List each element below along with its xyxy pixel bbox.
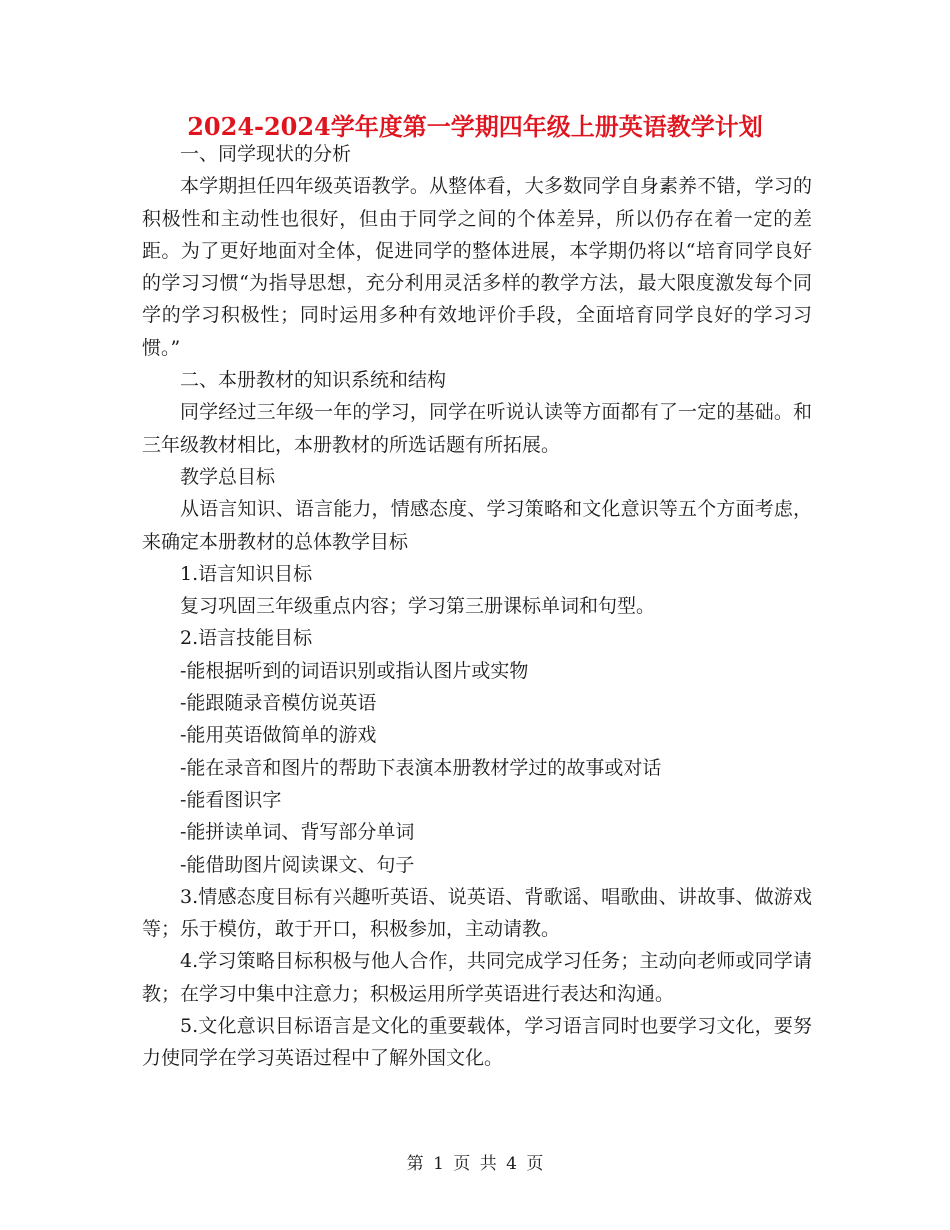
paragraph-learning-strategy-goals: 4.学习策略目标积极与他人合作，共同完成学习任务；主动向老师或同学请教；在学习中集中注意力；积极运用所学英语进行表达和沟通。 [142,950,812,1005]
paragraph-student-analysis: 本学期担任四年级英语教学。从整体看，大多数同学自身素养不错，学习的积极性和主动性也很好，但由于同学之间的个体差异，所以仍存在着一定的差距。为了更好地面对全体，促进同学的整体进展，本学期仍将以“培育同学良好的学习习惯“为指导思想，充分利用灵活多样的教学方法，最大限度激发每个同学的学习积极性；同时运用多种有效地评价手段，全面培育同学良好的学习习惯。” [142,175,812,359]
section-heading-student-analysis: 一、同学现状的分析 [180,143,352,165]
paragraph-textbook-structure: 同学经过三年级一年的学习，同学在听说认读等方面都有了一定的基础。和三年级教材相比，本册教材的所选话题有所拓展。 [142,401,812,456]
list-item: -能跟随录音模仿说英语 [180,692,377,715]
page-footer: 第 1 页 共 4 页 [406,1154,544,1174]
goal-heading-language-skills: 2.语言技能目标 [180,627,313,650]
paragraph-emotional-goals: 3.情感态度目标有兴趣听英语、说英语、背歌谣、唱歌曲、讲故事、做游戏等；乐于模仿，敢于开口，积极参加，主动请教。 [142,885,812,941]
section-heading-textbook-structure: 二、本册教材的知识系统和结构 [180,369,447,392]
paragraph-teaching-goals: 从语言知识、语言能力，情感态度、学习策略和文化意识等五个方面考虑，来确定本册教材的总体教学目标 [142,498,812,553]
section-heading-teaching-goals: 教学总目标 [180,465,276,488]
goal-heading-language-knowledge: 1.语言知识目标 [180,562,313,585]
document-title: 2024-2024学年度第一学期四年级上册英语教学计划 [187,112,763,141]
list-item: -能在录音和图片的帮助下表演本册教材学过的故事或对话 [180,756,662,779]
list-item: -能看图识字 [180,788,282,811]
document-body [142,138,812,1075]
list-item: -能用英语做简单的游戏 [180,724,377,747]
paragraph-cultural-awareness-goals: 5.文化意识目标语言是文化的重要载体，学习语言同时也要学习文化，要努力使同学在学习英语过程中了解外国文化。 [142,1015,812,1070]
list-item: -能拼读单词、背写部分单词 [180,821,415,844]
list-item: -能借助图片阅读课文、句子 [180,853,415,876]
list-item: -能根据听到的词语识别或指认图片或实物 [180,659,529,682]
paragraph-language-knowledge: 复习巩固三年级重点内容；学习第三册课标单词和句型。 [180,595,656,618]
